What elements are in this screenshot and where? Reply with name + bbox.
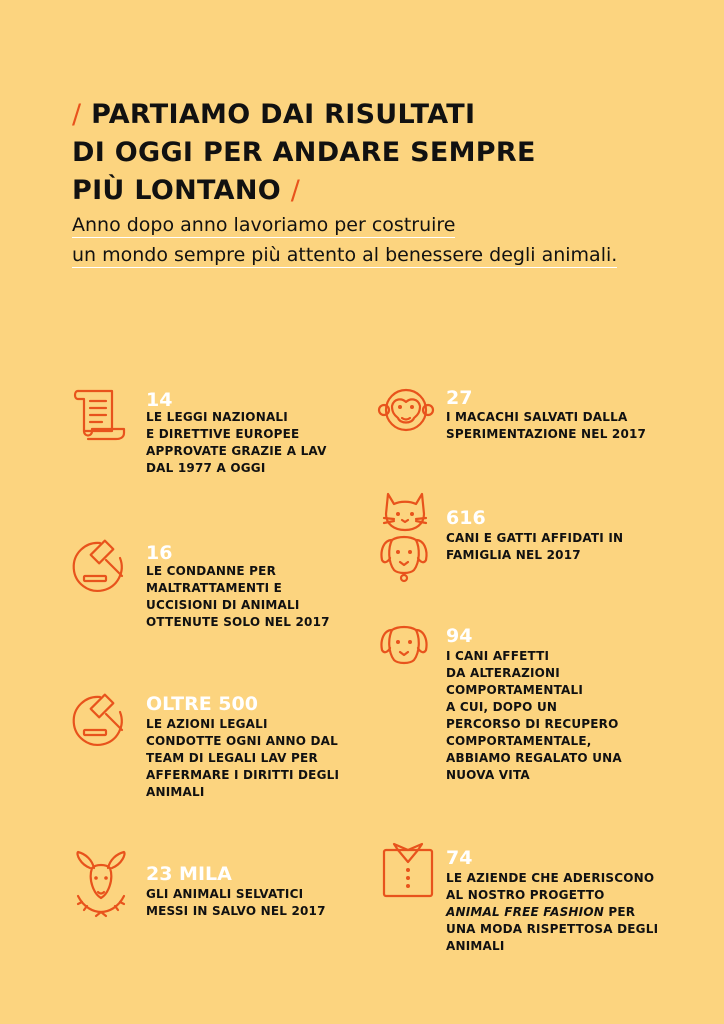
- desc-cani-gatti: CANI E GATTI AFFIDATI IN FAMIGLIA NEL 2017: [446, 531, 624, 562]
- desc-selvatici: GLI ANIMALI SELVATICI MESSI IN SALVO NEL 2017: [146, 887, 326, 918]
- desc-macachi: I MACACHI SALVATI DALLA SPERIMENTAZIONE NEL 2017: [446, 410, 647, 441]
- subtitle-line-2: un mondo sempre più attento al benessere degli animali.: [72, 244, 618, 266]
- monkey-icon: [376, 380, 436, 440]
- shirt-icon: [380, 840, 436, 900]
- page-subtitle: [72, 210, 692, 270]
- scroll-icon: [72, 385, 130, 441]
- desc-condanne: LE CONDANNE PER MALTRATTAMENTI E UCCISIONI DI ANIMALI OTTENUTE SOLO NEL 2017: [146, 564, 330, 629]
- stat-cani: 94: [446, 625, 473, 647]
- deer-icon: [70, 850, 132, 922]
- project-name: ANIMAL FREE FASHION: [446, 905, 604, 919]
- stat-leggi: 14: [146, 389, 173, 411]
- subtitle-line-1: Anno dopo anno lavoriamo per costruire: [72, 214, 456, 236]
- title-line-2: DI OGGI PER ANDARE SEMPRE: [72, 137, 536, 168]
- stat-condanne: 16: [146, 542, 173, 564]
- title-line-1: PARTIAMO DAI RISULTATI: [91, 99, 476, 130]
- stat-cani-gatti: 616: [446, 507, 486, 529]
- gavel-icon: [70, 690, 132, 752]
- title-slash-close: /: [290, 175, 301, 206]
- stat-selvatici: 23 MILA: [146, 863, 232, 885]
- stat-macachi: 27: [446, 387, 473, 409]
- desc-aziende: LE AZIENDE CHE ADERISCONO AL NOSTRO PROGETTO ANIMAL FREE FASHION PER UNA MODA RISPETTOSA DEGLI ANIMALI: [446, 871, 659, 953]
- desc-azioni: LE AZIONI LEGALI CONDOTTE OGNI ANNO DAL TEAM DI LEGALI LAV PER AFFERMARE I DIRITTI DEGLI ANIMALI: [146, 717, 340, 799]
- title-line-3: PIÙ LONTANO: [72, 175, 282, 206]
- dog-icon: [378, 532, 430, 584]
- desc-leggi: LE LEGGI NAZIONALI E DIRETTIVE EUROPEE APPROVATE GRAZIE A LAV DAL 1977 A OGGI: [146, 410, 327, 475]
- gavel-icon: [70, 536, 132, 598]
- title-slash-open: /: [72, 99, 82, 130]
- desc-cani: I CANI AFFETTI DA ALTERAZIONI COMPORTAMENTALI A CUI, DOPO UN PERCORSO DI RECUPERO COMPORTAMENTALE, ABBIAMO REGALATO UNA NUOVA VITA: [446, 649, 622, 782]
- page-title: [72, 96, 692, 210]
- dog-icon: [378, 622, 430, 674]
- stat-aziende: 74: [446, 847, 473, 869]
- stat-azioni: OLTRE 500: [146, 693, 258, 715]
- cat-icon: [380, 490, 430, 534]
